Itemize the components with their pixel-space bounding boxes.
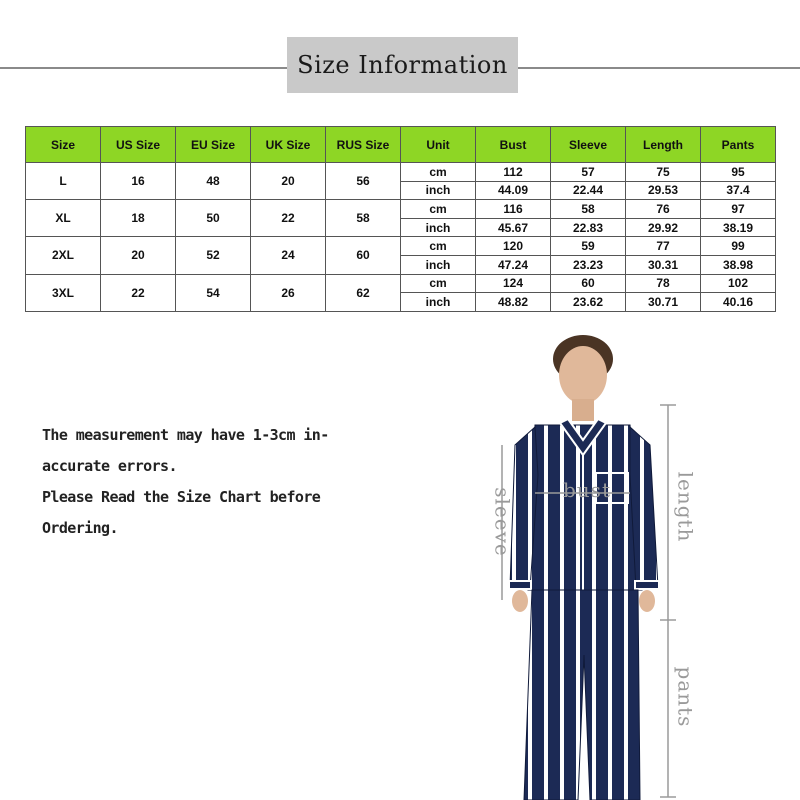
cell-unit: inch [401,255,476,274]
cell-pants: 99 [701,237,776,256]
note-line-2: accurate errors. [42,457,177,475]
pajama-shirt [509,419,659,612]
cell-size: XL [26,200,101,237]
cell-sleeve: 23.62 [551,293,626,312]
table-row [26,163,776,182]
cell-size: 2XL [26,237,101,274]
cell-length: 30.71 [626,293,701,312]
cell-length: 78 [626,274,701,293]
cell-sleeve: 59 [551,237,626,256]
table-row [26,237,776,256]
cell-sleeve: 22.44 [551,181,626,200]
cell-unit: inch [401,293,476,312]
cell-unit: cm [401,237,476,256]
header-length: Length [626,127,701,163]
cell-rus-size: 56 [326,163,401,200]
measurement-note [42,420,382,544]
cell-rus-size: 58 [326,200,401,237]
cell-length: 75 [626,163,701,182]
cell-eu-size: 48 [176,163,251,200]
cell-pants: 40.16 [701,293,776,312]
model-illustration [480,325,720,800]
table-row [26,274,776,293]
cell-sleeve: 22.83 [551,218,626,237]
cell-uk-size: 24 [251,237,326,274]
header-size: Size [26,127,101,163]
cell-rus-size: 60 [326,237,401,274]
header-pants: Pants [701,127,776,163]
cell-bust: 112 [476,163,551,182]
note-line-4: Ordering. [42,519,118,537]
cell-unit: cm [401,200,476,219]
cell-pants: 38.19 [701,218,776,237]
cell-eu-size: 52 [176,237,251,274]
header-rus-size: RUS Size [326,127,401,163]
label-bust: bust [563,478,611,502]
cell-us-size: 22 [101,274,176,311]
cell-sleeve: 58 [551,200,626,219]
cell-sleeve: 60 [551,274,626,293]
header-bust: Bust [476,127,551,163]
cell-bust: 47.24 [476,255,551,274]
cell-eu-size: 54 [176,274,251,311]
cell-us-size: 16 [101,163,176,200]
pajama-pants [524,590,640,800]
cell-pants: 102 [701,274,776,293]
table-row [26,200,776,219]
cell-pants: 38.98 [701,255,776,274]
label-pants: pants [673,666,698,728]
cell-bust: 48.82 [476,293,551,312]
cell-uk-size: 26 [251,274,326,311]
cell-length: 76 [626,200,701,219]
note-line-1: The measurement may have 1-3cm in- [42,426,329,444]
title-divider-left [0,67,287,69]
header-eu-size: EU Size [176,127,251,163]
model-head [553,335,613,421]
cell-us-size: 18 [101,200,176,237]
cell-us-size: 20 [101,237,176,274]
cell-uk-size: 20 [251,163,326,200]
cell-pants: 95 [701,163,776,182]
cell-unit: cm [401,274,476,293]
cell-rus-size: 62 [326,274,401,311]
label-sleeve: sleeve [490,487,515,557]
cell-eu-size: 50 [176,200,251,237]
cell-length: 77 [626,237,701,256]
cell-sleeve: 23.23 [551,255,626,274]
cell-length: 29.53 [626,181,701,200]
cell-bust: 124 [476,274,551,293]
note-line-3: Please Read the Size Chart before [42,488,321,506]
cell-unit: inch [401,181,476,200]
title-divider-right [518,67,800,69]
cell-length: 29.92 [626,218,701,237]
cell-length: 30.31 [626,255,701,274]
header-uk-size: UK Size [251,127,326,163]
label-length: length [673,471,698,543]
cell-uk-size: 22 [251,200,326,237]
header-us-size: US Size [101,127,176,163]
page-title: Size Information [287,37,518,93]
cell-unit: cm [401,163,476,182]
header-unit: Unit [401,127,476,163]
cell-bust: 45.67 [476,218,551,237]
cell-bust: 116 [476,200,551,219]
header-sleeve: Sleeve [551,127,626,163]
cell-bust: 120 [476,237,551,256]
cell-unit: inch [401,218,476,237]
cell-size: L [26,163,101,200]
cell-pants: 37.4 [701,181,776,200]
cell-size: 3XL [26,274,101,311]
size-chart-table [25,126,776,312]
cell-sleeve: 57 [551,163,626,182]
cell-pants: 97 [701,200,776,219]
table-header-row [26,127,776,163]
cell-bust: 44.09 [476,181,551,200]
